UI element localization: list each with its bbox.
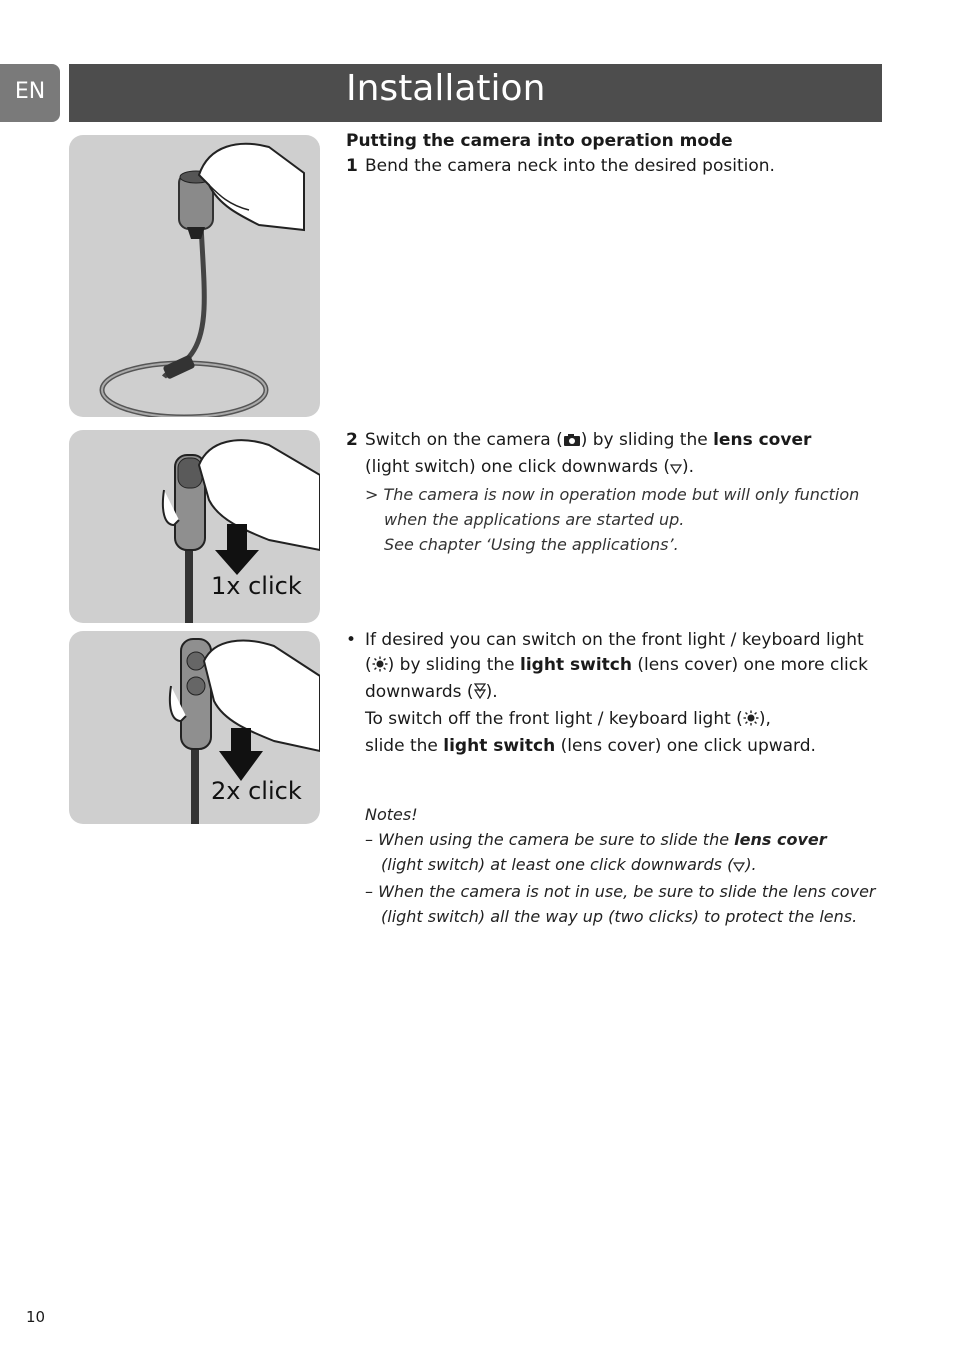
two-click-label: 2x click — [211, 777, 302, 805]
step-1-text: Bend the camera neck into the desired position. — [365, 156, 775, 176]
notes-title: Notes! — [365, 805, 418, 824]
bullet-line-2-bold: light switch — [520, 655, 632, 675]
bullet-line-4b: ), — [758, 709, 771, 729]
bullet-line-1: If desired you can switch on the front light / keyboard light — [365, 630, 864, 650]
page-number: 10 — [26, 1308, 46, 1326]
note-1-line2-b: ). — [745, 855, 757, 874]
figure-camera-neck — [69, 135, 320, 417]
bullet-line-5b: (lens cover) one click upward. — [555, 736, 816, 756]
bullet-line-2c: (lens cover) one more click — [631, 655, 868, 675]
step-2-text-b: ) by sliding the — [580, 430, 714, 450]
figure-one-click — [69, 430, 320, 623]
step-2-result-1: > The camera is now in operation mode but will only function — [365, 485, 860, 504]
step-2-bold: lens cover — [713, 430, 812, 450]
bullet-line-3a: downwards ( — [365, 682, 474, 702]
section-heading: Putting the camera into operation mode — [346, 131, 733, 151]
step-2 — [346, 428, 859, 557]
bullet-line-4a: To switch off the front light / keyboard light ( — [365, 709, 743, 729]
double-triangle-down-icon — [474, 682, 486, 707]
bullet-line-2a: ( — [365, 655, 372, 675]
one-click-label: 1x click — [211, 572, 302, 600]
title-bar — [69, 64, 882, 122]
step-1-number: 1 — [346, 156, 358, 176]
step-2-line2-a: (light switch) one click downwards ( — [365, 457, 671, 477]
light-icon — [372, 655, 388, 680]
bullet-line-5a: slide the — [365, 736, 444, 756]
step-2-result-3: See chapter ‘Using the applications’. — [384, 535, 679, 554]
bullet-line-3b: ). — [485, 682, 498, 702]
step-2-result-2: when the applications are started up. — [384, 510, 685, 529]
bullet-marker: • — [346, 630, 357, 650]
bullet-line-2b: ) by sliding the — [387, 655, 521, 675]
note-1-emph: lens cover — [734, 830, 827, 849]
step-2-line2-b: ). — [682, 457, 695, 477]
note-1-line2-a: (light switch) at least one click downwards ( — [381, 855, 734, 874]
camera-icon — [563, 430, 581, 455]
triangle-down-icon — [733, 854, 745, 879]
camera-neck-illustration — [69, 135, 320, 417]
page-title: Installation — [346, 68, 546, 109]
step-2-text-a: Switch on the camera ( — [365, 430, 563, 450]
bullet-front-light — [346, 628, 868, 759]
bullet-line-5-bold: light switch — [443, 736, 556, 756]
note-2-line1: – When the camera is not in use, be sure to slide the lens cover — [365, 882, 876, 901]
language-tab: EN — [0, 64, 60, 122]
note-2-line2: (light switch) all the way up (two clicks) to protect the lens. — [381, 907, 858, 926]
step-2-number: 2 — [346, 430, 358, 450]
note-1-a: – When using the camera be sure to slide the — [365, 830, 735, 849]
figure-two-clicks — [69, 631, 320, 824]
step-1 — [346, 154, 775, 179]
notes — [365, 802, 875, 929]
light-icon — [743, 709, 759, 734]
triangle-down-icon — [670, 457, 682, 482]
